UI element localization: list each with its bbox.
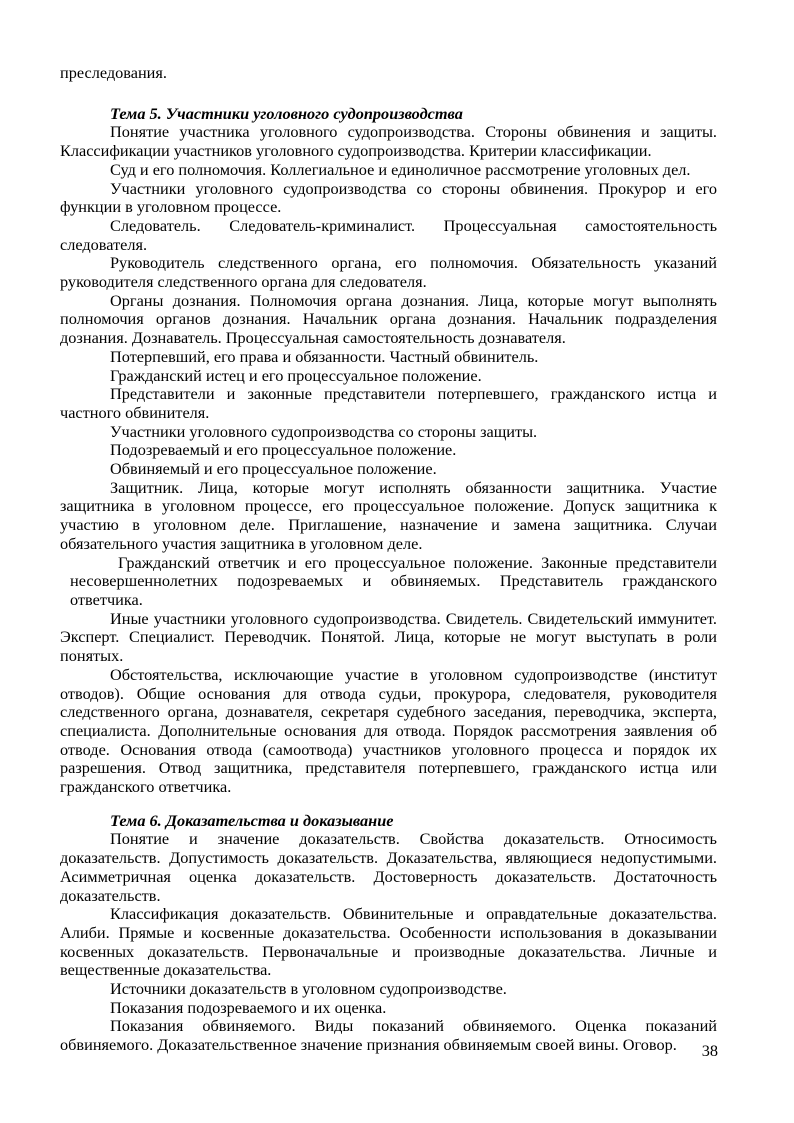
paragraph: Иные участники уголовного судопроизводства. Свидетель. Свидетельский иммунитет. Эксперт. Специалист. Переводчик. Понятой. Лица, которые не могут выступать в роли понятых. bbox=[60, 608, 717, 666]
paragraph: Понятие участника уголовного судопроизводства. Стороны обвинения и защиты. Классификации участников уголовного судопроизводства. Критерии классификации. bbox=[60, 122, 717, 161]
page-number: 38 bbox=[701, 1041, 718, 1060]
paragraph: Руководитель следственного органа, его полномочия. Обязательность указаний руководителя следственного органа для следователя. bbox=[60, 253, 717, 292]
paragraph: Классификация доказательств. Обвинительные и оправдательные доказательства. Алиби. Прямые и косвенные доказательства. Особенности использования в доказывании косвенных доказательств. Первоначальные и производные доказательства. Личные и вещественные доказательства. bbox=[60, 904, 717, 980]
paragraph: Понятие и значение доказательств. Свойства доказательств. Относимость доказательств. Допустимость доказательств. Доказательства, являющиеся недопустимыми. Асимметричная оценка доказательств. Достоверность доказательств. Достаточность доказательств. bbox=[60, 829, 717, 905]
paragraph: Гражданский истец и его процессуальное положение. bbox=[110, 365, 482, 385]
paragraph: Показания обвиняемого. Виды показаний обвиняемого. Оценка показаний обвиняемого. Доказательственное значение признания обвиняемым своей вины. Оговор. bbox=[60, 1016, 717, 1055]
paragraph: Обстоятельства, исключающие участие в уголовном судопроизводстве (институт отводов). Общие основания для отвода судьи, прокурора, следователя, руководителя следственного органа, дознавателя, секретаря судебного заседания, переводчика, эксперта, специалиста. Дополнительные основания для отвода. Порядок рассмотрения заявления об отводе. Основания отвода (самоотвода) участников уголовного процесса и порядок их разрешения. Отвод защитника, представителя потерпевшего, гражданского истца или гражданского ответчика. bbox=[60, 664, 717, 797]
paragraph: Гражданский ответчик и его процессуальное положение. Законные представители несовершеннолетних подозреваемых и обвиняемых. Представитель гражданского ответчика. bbox=[70, 552, 717, 609]
section-heading-tema-6: Тема 6. Доказательства и доказывание bbox=[110, 810, 394, 830]
paragraph: Суд и его полномочия. Коллегиальное и единоличное рассмотрение уголовных дел. bbox=[110, 159, 691, 179]
paragraph: Участники уголовного судопроизводства со стороны защиты. bbox=[110, 421, 538, 441]
paragraph: Источники доказательств в уголовном судопроизводстве. bbox=[110, 979, 507, 999]
paragraph: Следователь. Следователь-криминалист. Процессуальная самостоятельность следователя. bbox=[60, 215, 717, 254]
paragraph: Показания подозреваемого и их оценка. bbox=[110, 997, 387, 1017]
section-heading-tema-5: Тема 5. Участники уголовного судопроизводства bbox=[110, 103, 463, 123]
paragraph: Обвиняемый и его процессуальное положение. bbox=[110, 459, 437, 479]
paragraph: Органы дознания. Полномочия органа дознания. Лица, которые могут выполнять полномочия органов дознания. Начальник органа дознания. Начальник подразделения дознания. Дознаватель. Процессуальная самостоятельность дознавателя. bbox=[60, 290, 717, 348]
continuation-line: преследования. bbox=[60, 63, 167, 82]
paragraph: Представители и законные представители потерпевшего, гражданского истца и частного обвинителя. bbox=[60, 384, 717, 422]
paragraph: Потерпевший, его права и обязанности. Частный обвинитель. bbox=[110, 346, 539, 366]
paragraph: Участники уголовного судопроизводства со стороны обвинения. Прокурор и его функции в уголовном процессе. bbox=[60, 178, 717, 217]
paragraph: Защитник. Лица, которые могут исполнять обязанности защитника. Участие защитника в уголовном процессе, его процессуальное положение. Допуск защитника к участию в уголовном деле. Приглашение, назначение и замена защитника. Случаи обязательного участия защитника в уголовном деле. bbox=[60, 477, 717, 553]
paragraph: Подозреваемый и его процессуальное положение. bbox=[110, 440, 457, 460]
